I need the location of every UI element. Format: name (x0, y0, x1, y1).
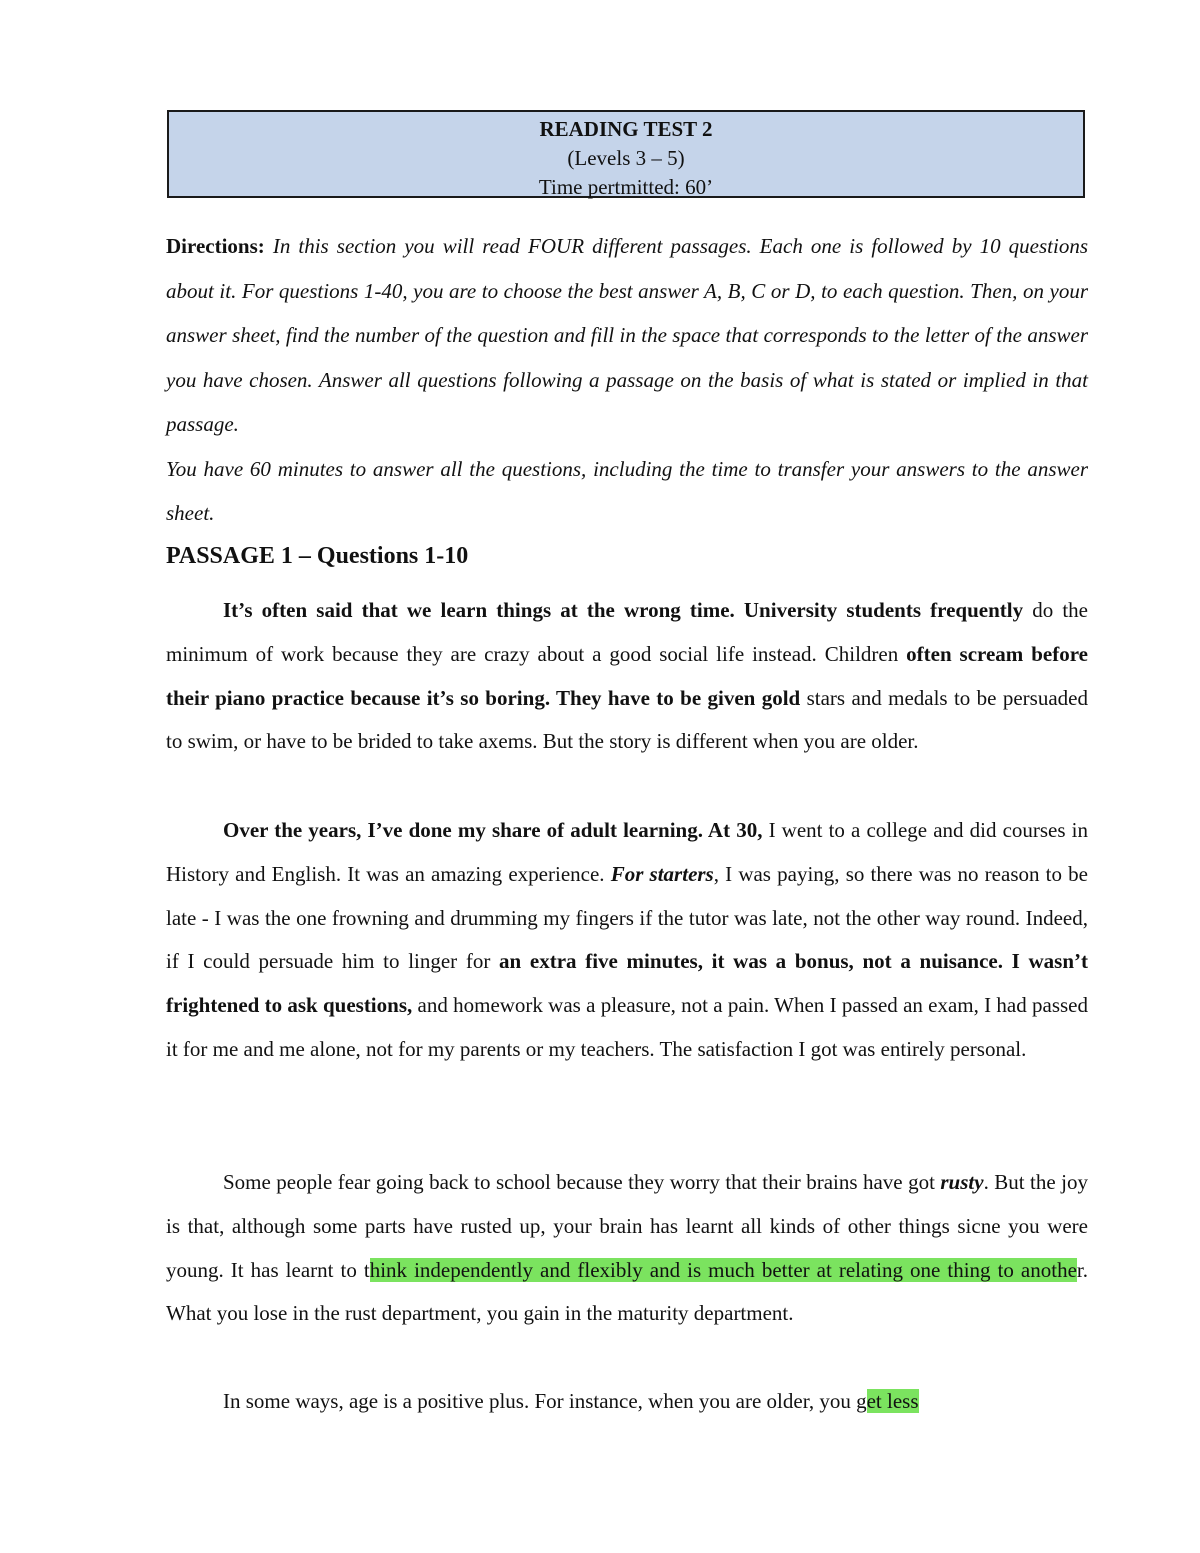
test-title-box (167, 110, 1085, 198)
directions-label: Directions: (166, 234, 265, 258)
passage-paragraph-1 (166, 589, 1088, 764)
p1-text-1: do the minimum of work because they are crazy about a good social life instead. Children (166, 598, 1088, 666)
p2-text-1: I went to a college and did courses in History and English. It was an amazing experience. (166, 818, 1088, 886)
passage-paragraph-4 (166, 1380, 1088, 1424)
p1-bold-2: often scream before their piano practice because it’s so boring. They have to be given gold (166, 641, 1088, 710)
test-title: READING TEST 2 (539, 117, 713, 141)
p2-bold-1: Over the years, I’ve done my share of adult learning. At 30, (223, 818, 769, 842)
p3-text-1: Some people fear going back to school because they worry that their brains have got (223, 1170, 941, 1194)
p4-text-1: In some ways, age is a positive plus. For instance, when you are older, you g (223, 1389, 867, 1413)
p2-emphasis-for-starters: For starters (610, 861, 714, 886)
directions-text: In this section you will read FOUR different passages. Each one is followed by 10 questions about it. For questions 1-40, you are to choose the best answer A, B, C or D, to each question. Then, on your answer sheet, find the number of the question and fill in the space that corresponds to the letter of the answer you have chosen. Answer all questions following a passage on the basis of what is stated or implied in that passage. (166, 234, 1088, 436)
p3-text-3: r. What you lose in the rust department, you gain in the maturity department. (166, 1257, 1088, 1326)
p4-highlight: et less (866, 1389, 919, 1413)
p1-text-2: stars and medals to be persuaded to swim, or have to be brided to take axems. But the story is different when you are older. (166, 685, 1088, 754)
time-permitted: Time pertmitted: 60’ (538, 175, 714, 199)
passage-paragraph-2 (166, 809, 1088, 1072)
p1-bold-1: It’s often said that we learn things at the wrong time. University students frequently (223, 598, 1024, 622)
p3-highlight: hink independently and flexibly and is much better at relating one thing to anothe (369, 1257, 1077, 1282)
passage-heading: PASSAGE 1 – Questions 1-10 (166, 543, 469, 569)
p2-bold-2: an extra five minutes, it was a bonus, not a nuisance. I wasn’t frightened to ask questions, (166, 949, 1089, 1018)
test-levels: (Levels 3 – 5) (567, 146, 685, 170)
p2-text-3: and homework was a pleasure, not a pain. When I passed an exam, I had passed it for me and me alone, not for my parents or my teachers. The satisfaction I got was entirely personal. (166, 993, 1088, 1061)
directions-block (166, 224, 1088, 536)
passage-paragraph-3 (166, 1161, 1088, 1336)
p2-text-2: , I was paying, so there was no reason to be late - I was the one frowning and drumming my fingers if the tutor was late, not the other way round. Indeed, if I could persuade him to linger for (166, 861, 1088, 974)
p3-emphasis-rusty: rusty (940, 1170, 984, 1194)
directions-time-note: You have 60 minutes to answer all the questions, including the time to transfer your answers to the answer sheet. (166, 456, 1088, 525)
p3-text-2: . But the joy is that, although some parts have rusted up, your brain has learnt all kinds of other things sicne you were young. It has learnt to t (166, 1170, 1088, 1282)
